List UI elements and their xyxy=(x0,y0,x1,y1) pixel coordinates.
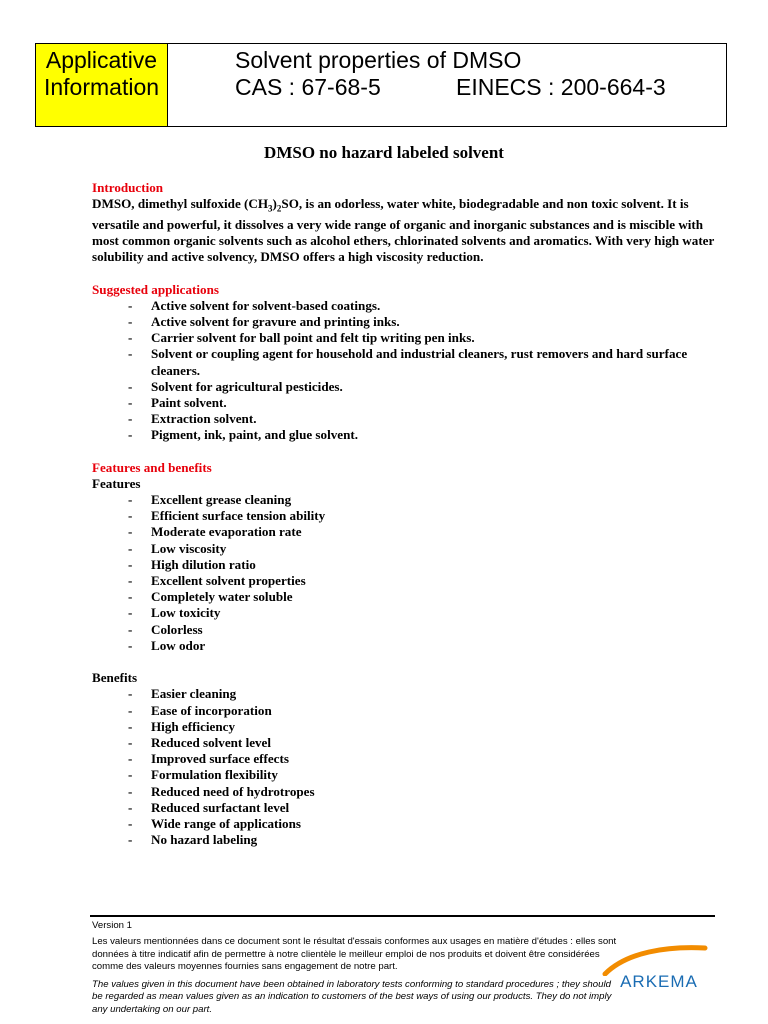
list-item: - Carrier solvent for ball point and felt tip writing pen inks. xyxy=(92,330,732,346)
list-item: - Colorless xyxy=(92,622,732,638)
list-item: - Excellent grease cleaning xyxy=(92,492,732,508)
badge-line-1: Applicative xyxy=(45,47,158,73)
list-item: - Ease of incorporation xyxy=(92,703,732,719)
list-item: - Easier cleaning xyxy=(92,686,732,702)
list-item: - Improved surface effects xyxy=(92,751,732,767)
list-item: - Wide range of applications xyxy=(92,816,732,832)
list-item: - Active solvent for solvent-based coatings. xyxy=(92,298,732,314)
footer xyxy=(92,920,622,1016)
list-item: - Extraction solvent. xyxy=(92,411,732,427)
benefits-label: Benefits xyxy=(92,670,138,686)
benefits-list xyxy=(92,686,732,848)
list-item: - Active solvent for gravure and printing inks. xyxy=(92,314,732,330)
features-list xyxy=(92,492,732,654)
disclaimer-french: Les valeurs mentionnées dans ce document sont le résultat d'essais conformes aux usages en matière d'études : elles sont données à titre indicatif afin de permettre à notre clientèle le meilleur emploi de nos produits et doivent être considérées comme des valeurs moyennes fournies sans engagement de notre part. xyxy=(92,936,617,972)
list-item: - Reduced solvent level xyxy=(92,735,732,751)
list-item: - Excellent solvent properties xyxy=(92,573,732,589)
document-title: Solvent properties of DMSO xyxy=(235,47,522,73)
badge-line-2: Information xyxy=(43,74,160,100)
arkema-logo xyxy=(597,944,721,994)
applications-heading: Suggested applications xyxy=(92,281,219,297)
footer-divider xyxy=(90,915,715,917)
cas-number: CAS : 67-68-5 xyxy=(235,74,381,100)
einecs-number: EINECS : 200-664-3 xyxy=(456,74,666,100)
list-item: - Solvent or coupling agent for household and industrial cleaners, rust removers and hard surface cleaners. xyxy=(92,346,732,378)
list-item: - Pigment, ink, paint, and glue solvent. xyxy=(92,427,732,443)
header xyxy=(35,43,727,127)
list-item: - Low viscosity xyxy=(92,541,732,557)
list-item: - No hazard labeling xyxy=(92,832,732,848)
applications-list xyxy=(92,298,732,444)
list-item: - Low toxicity xyxy=(92,605,732,621)
applicative-information-badge xyxy=(35,43,168,127)
version-label: Version 1 xyxy=(92,920,133,931)
list-item: - Formulation flexibility xyxy=(92,767,732,783)
list-item: - Solvent for agricultural pesticides. xyxy=(92,379,732,395)
features-benefits-heading: Features and benefits xyxy=(92,459,212,475)
list-item: - Low odor xyxy=(92,638,732,654)
title-box xyxy=(168,43,727,127)
introduction-text: DMSO, dimethyl sulfoxide $(CH_3)_2SO$, is an odorless, water white, biodegradable and non toxic solvent. It is versatile and powerful, it dissolves a very wide range of organic and inorganic substances and is miscible with most common organic solvents such as alcohol ethers, chlorinated solvents and aromatics. With very high water solubility and active solvency, DMSO offers a high viscosity reduction. xyxy=(92,196,715,265)
logo-wordmark: ARKEMA xyxy=(620,972,698,991)
introduction-heading: Introduction xyxy=(92,180,164,195)
document-body xyxy=(92,180,732,848)
list-item: - Reduced surfactant level xyxy=(92,800,732,816)
list-item: - High dilution ratio xyxy=(92,557,732,573)
subtitle: DMSO no hazard labeled solvent xyxy=(264,143,504,162)
list-item: - Reduced need of hydrotropes xyxy=(92,784,732,800)
list-item: - Paint solvent. xyxy=(92,395,732,411)
list-item: - Efficient surface tension ability xyxy=(92,508,732,524)
list-item: - Moderate evaporation rate xyxy=(92,524,732,540)
list-item: - High efficiency xyxy=(92,719,732,735)
list-item: - Completely water soluble xyxy=(92,589,732,605)
features-label: Features xyxy=(92,475,141,491)
disclaimer-english: The values given in this document have been obtained in laboratory tests conforming to standard procedures ; they should be regarded as mean values given as an indication to customers of the best ways of using our products. They do not imply any undertaking on our part. xyxy=(92,979,612,1015)
